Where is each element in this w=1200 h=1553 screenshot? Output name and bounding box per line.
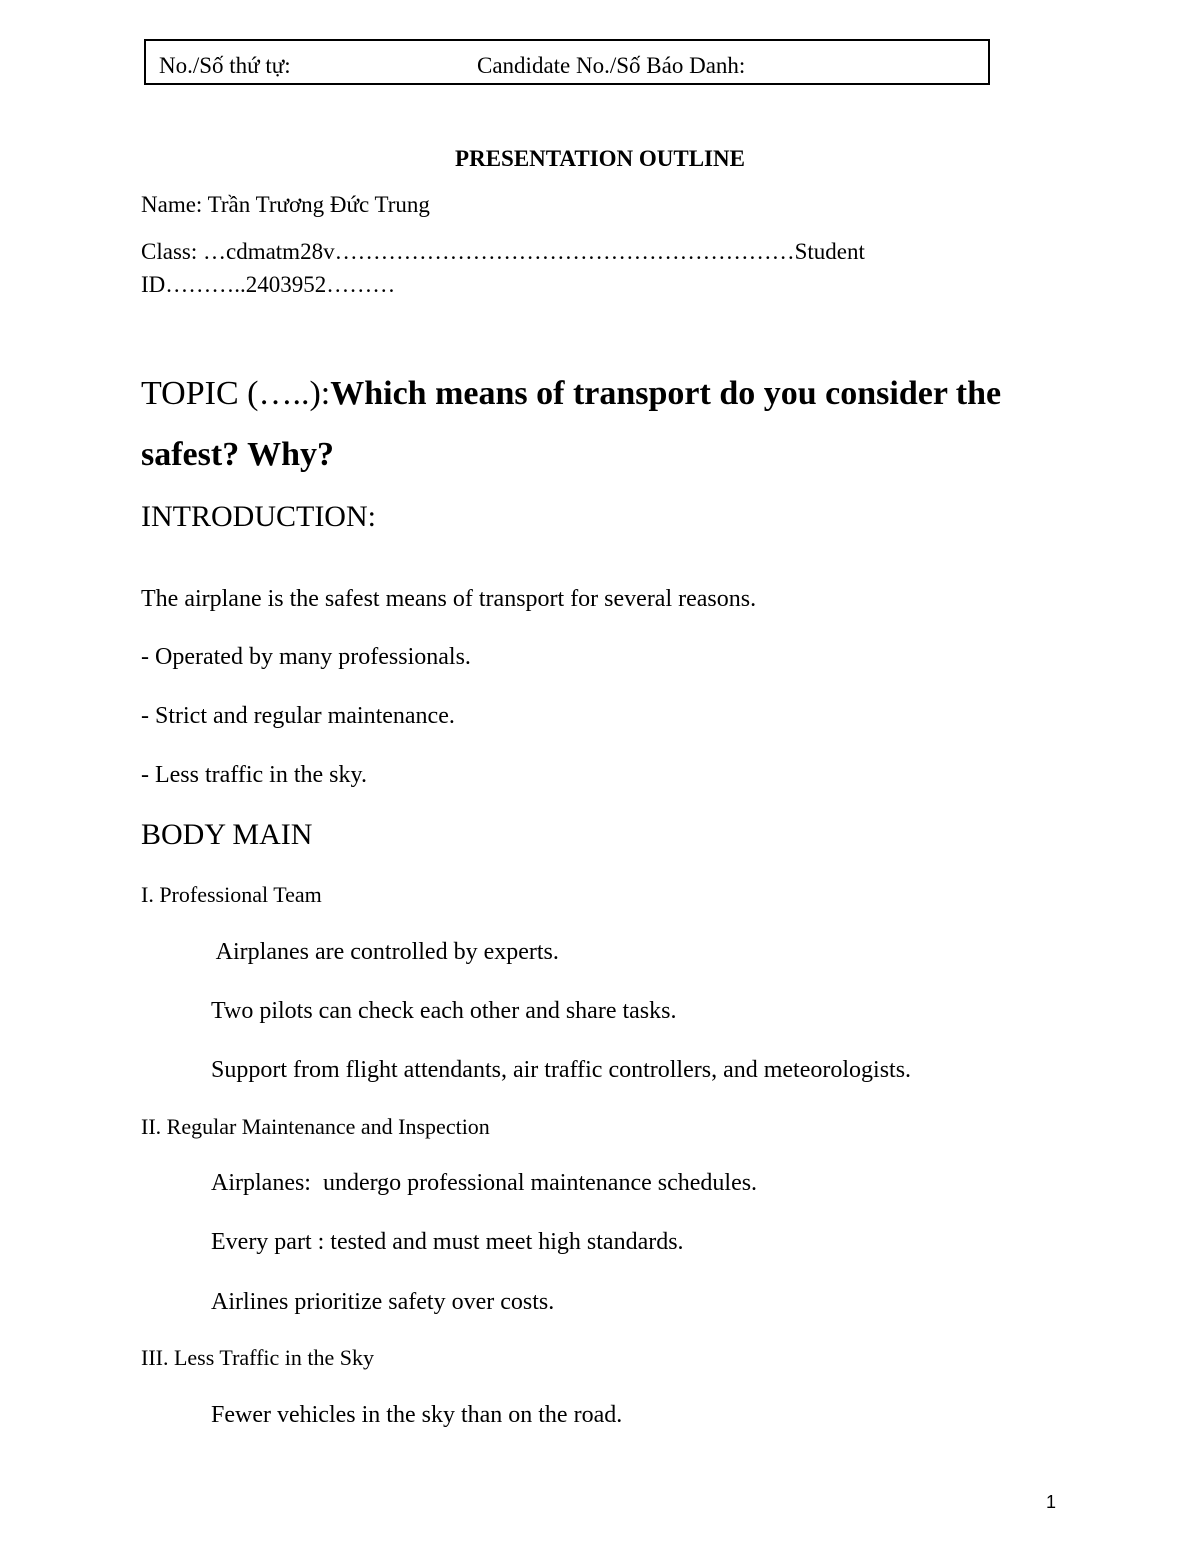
student-class: Class: …cdmatm28v……………………………………………………Student — [141, 239, 865, 264]
intro-point: - Operated by many professionals. — [141, 644, 471, 670]
number-label: No./Số thứ tự: — [159, 53, 291, 78]
body-main-heading: BODY MAIN — [141, 818, 313, 851]
candidate-header-box — [144, 39, 990, 85]
introduction-lead: The airplane is the safest means of transport for several reasons. — [141, 586, 757, 612]
section-item: Support from flight attendants, air traffic controllers, and meteorologists. — [211, 1057, 912, 1083]
section-item: Every part : tested and must meet high standards. — [211, 1229, 684, 1255]
section-item: Airplanes: undergo professional maintenance schedules. — [211, 1170, 758, 1196]
section-item: Fewer vehicles in the sky than on the road. — [211, 1402, 623, 1428]
intro-point: - Strict and regular maintenance. — [141, 703, 455, 729]
intro-point: - Less traffic in the sky. — [141, 762, 367, 788]
candidate-number-label: Candidate No./Số Báo Danh: — [477, 53, 746, 78]
topic-prefix: TOPIC (…..): — [141, 375, 331, 412]
section-item: Airplanes are controlled by experts. — [211, 939, 559, 965]
page-number: 1 — [1046, 1492, 1057, 1512]
section-heading-less-traffic: III. Less Traffic in the Sky — [141, 1345, 375, 1370]
introduction-heading: INTRODUCTION: — [141, 500, 376, 533]
topic-heading — [141, 363, 1061, 485]
page-title: PRESENTATION OUTLINE — [455, 146, 745, 171]
section-item: Airlines prioritize safety over costs. — [211, 1289, 555, 1315]
topic-question: Which means of transport do you consider the safest? Why? — [141, 375, 1002, 473]
student-name: Name: Trần Trương Đức Trung — [141, 192, 430, 217]
section-item: Two pilots can check each other and share tasks. — [211, 998, 677, 1024]
section-heading-maintenance: II. Regular Maintenance and Inspection — [141, 1114, 490, 1139]
section-heading-professional-team: I. Professional Team — [141, 882, 322, 907]
student-id: ID………..2403952……… — [141, 272, 396, 297]
